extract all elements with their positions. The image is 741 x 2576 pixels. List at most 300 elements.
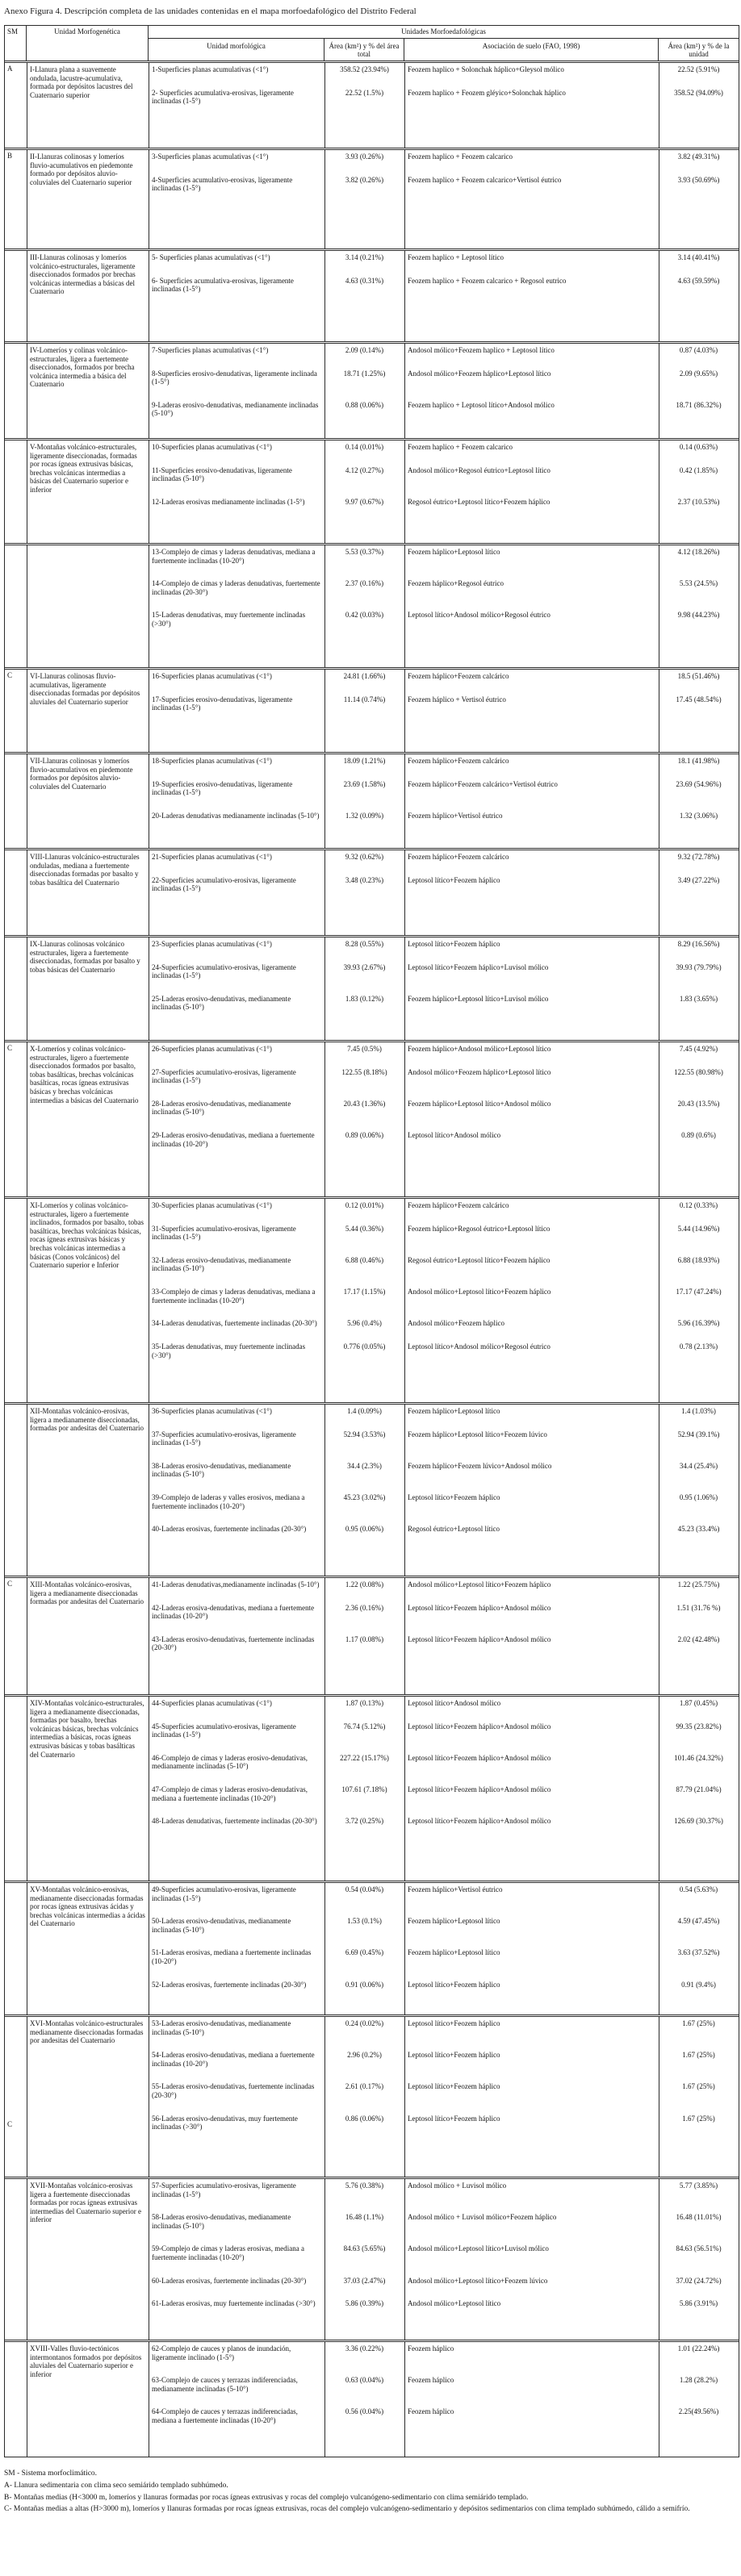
area-total: 0.776 (0.05%)	[343, 1342, 386, 1351]
header-area-unidad: Área (km²) y % de la unidad	[668, 41, 730, 59]
soil-association: Andosol mólico+Leptosol lítico+Feozem lúvico	[408, 2276, 548, 2285]
soil-association: Feozem háplico+Leptosol lítico	[408, 548, 500, 557]
column-divider	[324, 1042, 325, 1196]
morphoedaphic-table	[4, 25, 739, 2457]
soil-association: Feozem háplico+Feozem lúvico+Andosol mólico	[408, 1461, 552, 1470]
soil-association: Feozem haplico + Solonchak háplico+Gleysol mólico	[408, 65, 564, 74]
soil-association: Leptosol lítico+Feozem háplico	[408, 2051, 500, 2060]
morphoedaphic-row	[149, 1604, 739, 1621]
morphoedaphic-row	[149, 940, 739, 949]
column-divider	[404, 1042, 405, 1196]
morphoedaphic-rows	[149, 1883, 739, 2014]
area-total: 23.69 (1.58%)	[343, 779, 386, 788]
morphogenetic-band	[5, 1040, 739, 1196]
area-total: 5.44 (0.36%)	[345, 1224, 384, 1233]
area-unit: 17.45 (48.54%)	[676, 695, 722, 703]
sm-cell	[5, 63, 27, 148]
morphoedaphic-row	[149, 346, 739, 355]
morphological-unit: 12-Laderas erosivas medianamente inclinadas (1-5°)	[152, 497, 305, 506]
area-total: 76.74 (5.12%)	[343, 1722, 386, 1731]
area-total: 2.36 (0.16%)	[345, 1603, 384, 1612]
area-total: 0.86 (0.06%)	[345, 2114, 384, 2123]
column-divider	[404, 63, 405, 148]
soil-association: Feozem háplico+Regosol éutrico+Leptosol lítico	[408, 1224, 551, 1233]
soil-association: Leptosol lítico+Andosol mólico	[408, 1131, 501, 1140]
column-divider	[404, 1405, 405, 1576]
morphoedaphic-row	[149, 2299, 739, 2308]
soil-association: Feozem háplico+Leptosol lítico+Feozem lúvico	[408, 1430, 547, 1438]
area-unit: 0.87 (4.03%)	[679, 346, 718, 355]
soil-association: Feozem háplico+Regosol éutrico	[408, 579, 504, 588]
soil-association: Leptosol lítico+Feozem háplico+Andosol mólico	[408, 1603, 551, 1612]
morphoedaphic-rows	[149, 545, 739, 667]
morphoedaphic-rows	[149, 937, 739, 1040]
morphological-unit: 63-Complejo de cauces y terrazas indiferenciadas, medianamente inclinadas (5-10°)	[152, 2376, 298, 2393]
morphological-unit: 29-Laderas erosivo-denudativas, mediana a fuertemente inclinadas (10-20°)	[152, 1131, 315, 1148]
area-total: 7.45 (0.5%)	[347, 1045, 382, 1054]
soil-association: Leptosol lítico+Andosol mólico	[408, 1699, 501, 1708]
morphoedaphic-rows	[149, 344, 739, 438]
morphoedaphic-row	[149, 2277, 739, 2286]
soil-association: Andosol mólico+Leptosol lítico+Luvisol mólico	[408, 2244, 549, 2253]
morphological-unit: 17-Superficies erosivo-denudativas, ligeramente inclinadas (1-5°)	[152, 695, 293, 712]
sm-cell	[5, 1199, 27, 1402]
morphogenetic-unit: I-Llanura plana a suavemente ondulada, lacustre-acumulativa, formada por depósitos lacustres del Cuaternario superior	[30, 65, 133, 99]
area-total: 358.52 (23.94%)	[340, 65, 389, 74]
area-unit: 22.52 (5.91%)	[677, 65, 720, 74]
area-total: 0.54 (0.04%)	[345, 1885, 384, 1894]
morphological-unit: 62-Complejo de cauces y planos de inundación, ligeramente inclinado (1-5°)	[152, 2344, 291, 2361]
morphological-unit: 32-Laderas erosivo-denudativas, medianamente inclinadas (5-10°)	[152, 1255, 291, 1273]
area-total: 16.48 (1.1%)	[345, 2213, 384, 2222]
area-total: 37.03 (2.47%)	[343, 2276, 386, 2285]
area-unit: 34.4 (25.4%)	[679, 1461, 718, 1470]
morphoedaphic-row	[149, 579, 739, 596]
soil-association: Feozem háplico	[408, 2344, 454, 2353]
area-unit: 3.82 (49.31%)	[677, 152, 720, 161]
soil-association: Feozem háplico+Vertisol éutrico	[408, 811, 503, 820]
morphological-unit: 22-Superficies acumulativo-erosivas, ligeramente inclinadas (1-5°)	[152, 875, 296, 893]
morphogenetic-band	[5, 848, 739, 935]
morphological-unit: 43-Laderas erosivo-denudativas, fuertemente inclinadas (20-30°)	[152, 1635, 315, 1652]
area-total: 3.72 (0.25%)	[345, 1817, 384, 1826]
morphogenetic-unit: VI-Llanuras colinosas fluvio-acumulativas, ligeramente diseccionadas formadas por depósitos aluviales del Cuaternario superior	[30, 672, 140, 706]
column-divider	[324, 344, 325, 438]
morphoedaphic-row	[149, 1699, 739, 1708]
area-unit: 16.48 (11.01%)	[676, 2213, 722, 2222]
morphogenetic-unit: XVI-Montañas volcánico-estructurales medianamente diseccionadas formadas por andesitas del Cuaternario	[30, 2019, 144, 2045]
morphogenetic-unit: XII-Montañas volcánico-erosivas, ligera a medianamente diseccionadas, formadas por andesitas del Cuaternario	[30, 1407, 144, 1433]
morphological-unit: 10-Superficies planas acumulativas (<1°)	[152, 443, 272, 452]
area-unit: 23.69 (54.96%)	[676, 779, 722, 788]
soil-association: Feozem háplico+Leptosol lítico	[408, 1917, 500, 1926]
area-unit: 0.12 (0.33%)	[679, 1201, 718, 1210]
morphological-unit: 54-Laderas erosivo-denudativas, mediana a fuertemente inclinadas (10-20°)	[152, 2051, 315, 2068]
morphological-unit: 37-Superficies acumulativo-erosivas, ligeramente inclinadas (1-5°)	[152, 1430, 296, 1447]
area-unit: 1.22 (25.75%)	[677, 1580, 720, 1589]
soil-association: Leptosol lítico+Feozem háplico+Andosol mólico	[408, 1785, 551, 1794]
morphoedaphic-rows	[149, 1697, 739, 1881]
morphogenetic-unit: X-Lomeríos y colinas volcánico-estructurales, ligero a fuertemente diseccionados formados por basalto, tobas basálticas, brechas volcánicas basálticas, rocas ígneas extrusivas básicas y brechas volcánicas intermedias a básicas del Cuaternario	[30, 1045, 139, 1104]
area-total: 45.23 (3.02%)	[343, 1493, 386, 1502]
morphogenetic-unit: VIII-Llanuras volcánico-estructurales onduladas, mediana a fuertemente diseccionadas formadas por basalto y tobas basáltica del Cuaternario	[30, 853, 140, 887]
soil-association: Feozem háplico+Leptosol lítico	[408, 1948, 500, 1957]
soil-association: Feozem haplico + Leptosol lítico	[408, 253, 504, 262]
sm-letter: C	[7, 1044, 13, 1053]
morphoedaphic-rows	[149, 1405, 739, 1576]
morphoedaphic-row	[149, 1131, 739, 1148]
morphoedaphic-rows	[149, 63, 739, 148]
area-total: 9.32 (0.62%)	[345, 853, 384, 862]
morphological-unit: 48-Laderas denudativas, fuertemente inclinadas (20-30°)	[152, 1817, 317, 1826]
area-total: 24.81 (1.66%)	[343, 672, 386, 681]
morphoedaphic-row	[149, 1817, 739, 1826]
column-divider	[404, 1578, 405, 1694]
morphogenetic-band	[5, 2340, 739, 2457]
area-unit: 0.89 (0.6%)	[681, 1131, 716, 1140]
column-divider	[324, 937, 325, 1040]
morphoedaphic-row	[149, 2115, 739, 2131]
area-total: 1.53 (0.1%)	[347, 1917, 382, 1926]
soil-association: Andosol mólico+Feozem haplico + Leptosol lítico	[408, 346, 555, 355]
column-divider	[324, 1697, 325, 1881]
soil-association: Leptosol lítico+Feozem háplico+Andosol mólico	[408, 1722, 551, 1731]
morphological-unit: 2- Superficies acumulativa-erosivas, ligeramente inclinadas (1-5°)	[152, 88, 294, 106]
morphological-unit: 6- Superficies acumulativa-erosivas, ligeramente inclinadas (1-5°)	[152, 276, 294, 294]
morphoedaphic-rows	[149, 150, 739, 248]
area-total: 107.61 (7.18%)	[341, 1785, 387, 1794]
soil-association: Feozem háplico+Leptosol lítico+Andosol mólico	[408, 1099, 551, 1108]
morphological-unit: 40-Laderas erosivas, fuertemente inclinadas (20-30°)	[152, 1525, 307, 1534]
soil-association: Feozem haplico + Feozem calcarico	[408, 152, 513, 161]
morphogenetic-unit: IV-Lomeríos y colinas volcánico-estructurales, ligera a fuertemente diseccionados, formados por brecha volcánica intermedia a básica del Cuaternario	[30, 346, 135, 389]
area-total: 2.09 (0.14%)	[345, 346, 384, 355]
column-divider	[324, 150, 325, 248]
area-unit: 1.67 (25%)	[682, 2019, 715, 2028]
column-divider	[324, 251, 325, 341]
morphological-unit: 31-Superficies acumulativo-erosivas, ligeramente inclinadas (1-5°)	[152, 1224, 296, 1242]
soil-association: Leptosol lítico+Feozem háplico+Luvisol mólico	[408, 962, 549, 971]
morphoedaphic-row	[149, 1068, 739, 1085]
sm-cell	[5, 670, 27, 752]
morphological-unit: 45-Superficies acumulativo-erosivas, ligeramente inclinadas (1-5°)	[152, 1722, 296, 1739]
column-divider	[404, 2017, 405, 2177]
sm-cell	[5, 1042, 27, 1196]
area-total: 52.94 (3.53%)	[343, 1430, 386, 1438]
morphological-unit: 55-Laderas erosivo-denudativas, fuertemente inclinadas (20-30°)	[152, 2082, 315, 2100]
morphological-unit: 56-Laderas erosivo-denudativas, muy fuertemente inclinadas (>30°)	[152, 2114, 298, 2131]
area-unit: 9.32 (72.78%)	[677, 853, 720, 862]
morphological-unit: 21-Superficies planas acumulativas (<1°)	[152, 853, 272, 862]
morphogenetic-band	[5, 438, 739, 543]
morphoedaphic-row	[149, 89, 739, 106]
soil-association: Andosol mólico+Regosol éutrico+Leptosol lítico	[408, 466, 551, 474]
sm-cell	[5, 2179, 27, 2340]
soil-association: Feozem háplico	[408, 2376, 454, 2385]
morphological-unit: 13-Complejo de cimas y laderas denudativas, mediana a fuertemente inclinadas (10-20°)	[152, 548, 316, 565]
area-unit: 5.86 (3.91%)	[679, 2299, 718, 2308]
sm-letter-continued: C	[7, 2120, 13, 2129]
soil-association: Leptosol lítico+Feozem háplico+Andosol mólico	[408, 1753, 551, 1762]
header-area-total: Área (km²) y % del área total	[324, 39, 404, 61]
figure-title: Anexo Figura 4. Descripción completa de las unidades contenidas en el mapa morfoedafológico del Distrito Federal	[4, 6, 417, 16]
morphogenetic-band	[5, 1196, 739, 1402]
morphoedaphic-rows	[149, 440, 739, 543]
morphoedaphic-row	[149, 2244, 739, 2261]
area-unit: 1.87 (0.45%)	[679, 1699, 718, 1708]
morphoedaphic-row	[149, 1288, 739, 1305]
morphoedaphic-row	[149, 695, 739, 712]
morphogenetic-band	[5, 667, 739, 752]
column-divider	[404, 850, 405, 935]
sm-letter: C	[7, 671, 13, 680]
morphoedaphic-rows	[149, 670, 739, 752]
morphological-unit: 15-Laderas denudativas, muy fuertemente inclinadas (>30°)	[152, 611, 306, 628]
soil-association: Andosol mólico + Luvisol mólico+Feozem háplico	[408, 2213, 557, 2222]
morphoedaphic-row	[149, 1525, 739, 1534]
area-unit: 8.29 (16.56%)	[677, 940, 720, 949]
morphoedaphic-row	[149, 443, 739, 452]
area-unit: 17.17 (47.24%)	[676, 1288, 722, 1296]
sm-letter: A	[7, 65, 13, 73]
morphological-unit: 44-Superficies planas acumulativas (<1°)	[152, 1699, 272, 1708]
morphological-unit: 49-Superficies acumulativo-erosivas, ligeramente inclinadas (1-5°)	[152, 1885, 296, 1902]
column-divider	[404, 670, 405, 752]
area-unit: 0.54 (5.63%)	[679, 1885, 718, 1894]
morphoedaphic-row	[149, 1917, 739, 1934]
morphological-unit: 53-Laderas erosivo-denudativas, medianamente inclinadas (5-10°)	[152, 2019, 291, 2036]
morphological-unit: 14-Complejo de cimas y laderas denudativas, fuertemente inclinadas (20-30°)	[152, 579, 320, 596]
morphoedaphic-row	[149, 1493, 739, 1510]
area-unit: 1.67 (25%)	[682, 2114, 715, 2123]
morphoedaphic-row	[149, 369, 739, 386]
area-total: 3.82 (0.26%)	[345, 175, 384, 184]
morphogenetic-unit	[27, 545, 149, 667]
area-total: 1.87 (0.13%)	[345, 1699, 384, 1708]
area-total: 84.63 (5.65%)	[343, 2244, 386, 2253]
area-total: 3.36 (0.22%)	[345, 2344, 384, 2353]
morphogenetic-band	[5, 148, 739, 248]
area-unit: 9.98 (44.23%)	[677, 611, 720, 620]
morphoedaphic-row	[149, 277, 739, 294]
area-unit: 101.46 (24.32%)	[674, 1753, 723, 1762]
area-unit: 5.44 (14.96%)	[677, 1224, 720, 1233]
column-divider	[404, 545, 405, 667]
morphological-unit: 25-Laderas erosivo-denudativas, medianamente inclinadas (5-10°)	[152, 994, 291, 1012]
area-total: 3.14 (0.21%)	[345, 253, 384, 262]
column-divider	[404, 344, 405, 438]
area-total: 0.91 (0.06%)	[345, 1980, 384, 1989]
soil-association: Andosol mólico+Leptosol lítico+Feozem háplico	[408, 1288, 551, 1296]
area-unit: 1.83 (3.65%)	[679, 994, 718, 1003]
soil-association: Leptosol lítico+Feozem háplico	[408, 1493, 500, 1502]
morphoedaphic-rows	[149, 2179, 739, 2340]
morphogenetic-band	[5, 1402, 739, 1576]
morphological-unit: 51-Laderas erosivas, mediana a fuertemente inclinadas (10-20°)	[152, 1948, 312, 1966]
column-divider	[404, 1199, 405, 1402]
area-total: 0.95 (0.06%)	[345, 1525, 384, 1534]
morphological-unit: 7-Superficies planas acumulativas (<1°)	[152, 346, 269, 355]
area-unit: 18.1 (41.98%)	[677, 757, 720, 766]
column-divider	[404, 2342, 405, 2457]
sm-cell	[5, 754, 27, 848]
area-unit: 18.71 (86.32%)	[676, 400, 722, 409]
morphoedaphic-row	[149, 1948, 739, 1965]
soil-association: Feozem háplico+Feozem calcárico+Vertisol éutrico	[408, 779, 558, 788]
morphological-unit: 18-Superficies planas acumulativas (<1°)	[152, 757, 272, 766]
soil-association: Feozem haplico + Feozem calcarico+Vertisol éutrico	[408, 175, 562, 184]
morphoedaphic-row	[149, 1256, 739, 1273]
soil-association: Regosol éutrico+Leptosol lítico+Feozem háplico	[408, 497, 551, 506]
morphological-unit: 5- Superficies planas acumulativas (<1°)	[152, 253, 270, 262]
morphogenetic-unit: XIV-Montañas volcánico-estructurales, ligera a medianamente diseccionadas, formadas por basalto, brechas volcánicas básicas, brechas volcánics intermedias a básicas, rocas ígneas extrusivas básicas y tobas basálticas del Cuaternario	[30, 1699, 144, 1759]
morphoedaphic-row	[149, 2213, 739, 2230]
area-unit: 4.63 (59.59%)	[677, 276, 720, 285]
column-divider	[324, 1405, 325, 1576]
morphological-unit: 28-Laderas erosivo-denudativas, medianamente inclinadas (5-10°)	[152, 1099, 291, 1117]
morphoedaphic-row	[149, 2019, 739, 2036]
morphological-unit: 9-Laderas erosivo-denudativas, medianamente inclinadas (5-10°)	[152, 400, 319, 418]
area-total: 0.89 (0.06%)	[345, 1131, 384, 1140]
area-unit: 1.67 (25%)	[682, 2051, 715, 2060]
morphoedaphic-row	[149, 253, 739, 262]
morphoedaphic-rows	[149, 1578, 739, 1694]
area-total: 9.97 (0.67%)	[345, 497, 384, 506]
soil-association: Regosol éutrico+Leptosol lítico+Feozem háplico	[408, 1255, 551, 1264]
area-unit: 5.96 (16.39%)	[677, 1319, 720, 1328]
morphological-unit: 58-Laderas erosivo-denudativas, medianamente inclinadas (5-10°)	[152, 2213, 291, 2230]
morphogenetic-unit: XV-Montañas volcánico-erosivas, medianamente diseccionadas formadas por rocas ígneas extrusivas ácidas y brechas volcánicas intermedias a ácidas del Cuaternario	[30, 1885, 145, 1928]
column-divider	[404, 2179, 405, 2340]
soil-association: Feozem háplico+Feozem calcárico	[408, 1201, 509, 1210]
morphogenetic-unit: V-Montañas volcánico-estructurales, ligeramente diseccionadas, formadas por rocas ígneas extrusivas básicas, brechas volcánicas intermedias a básicas del Cuaternario superior e inferior	[30, 443, 137, 495]
morphological-unit: 8-Superficies erosivo-denudativas, ligeramente inclinada (1-5°)	[152, 369, 317, 386]
sm-cell	[5, 850, 27, 935]
morphological-unit: 27-Superficies acumulativo-erosivas, ligeramente inclinadas (1-5°)	[152, 1067, 296, 1085]
morphoedaphic-row	[149, 1885, 739, 1902]
morphogenetic-unit: IX-Llanuras colinosas volcánico estructurales, ligera a fuertemente diseccionadas, formadas por basalto y tobas básicas del Cuaternario	[30, 940, 140, 974]
area-unit: 5.77 (3.85%)	[679, 2181, 718, 2190]
morphogenetic-band	[5, 543, 739, 667]
area-total: 17.17 (1.15%)	[343, 1288, 386, 1296]
morphological-unit: 38-Laderas erosivo-denudativas, medianamente inclinadas (5-10°)	[152, 1461, 291, 1479]
area-unit: 84.63 (56.51%)	[676, 2244, 722, 2253]
area-unit: 52.94 (39.1%)	[677, 1430, 720, 1438]
morphoedaphic-row	[149, 812, 739, 820]
sm-cell	[5, 2342, 27, 2457]
morphoedaphic-row	[149, 963, 739, 980]
area-total: 0.88 (0.06%)	[345, 400, 384, 409]
area-total: 122.55 (8.18%)	[341, 1067, 387, 1076]
area-total: 1.22 (0.08%)	[345, 1580, 384, 1589]
morphological-unit: 34-Laderas denudativas, fuertemente inclinadas (20-30°)	[152, 1319, 317, 1328]
morphoedaphic-row	[149, 176, 739, 193]
area-total: 11.14 (0.74%)	[343, 695, 386, 703]
soil-association: Feozem háplico + Vertisol éutrico	[408, 695, 506, 703]
header-asociacion-suelo: Asociación de suelo (FAO, 1998)	[404, 39, 659, 61]
morphogenetic-band	[5, 2177, 739, 2340]
area-total: 1.32 (0.09%)	[345, 811, 384, 820]
morphoedaphic-row	[149, 2082, 739, 2099]
sm-letter: B	[7, 152, 13, 161]
area-total: 4.12 (0.27%)	[345, 466, 384, 474]
morphological-unit: 59-Complejo de cimas y laderas erosivas, mediana a fuertemente inclinadas (10-20°)	[152, 2244, 304, 2262]
footnote-c: C- Montañas medias a altas (H>3000 m), lomeríos y llanuras formadas por rocas ígneas extrusivas, rocas del complejo vulcanógeno-sedimentario y depósitos sedimentarios con clima templado subhúmedo, cálido a semifrío.	[4, 2505, 690, 2514]
area-unit: 3.63 (37.52%)	[677, 1948, 720, 1957]
area-unit: 20.43 (13.5%)	[677, 1099, 720, 1108]
area-total: 0.56 (0.04%)	[345, 2407, 384, 2416]
morphological-unit: 57-Superficies acumulativo-erosivas, ligeramente inclinadas (1-5°)	[152, 2181, 296, 2198]
area-unit: 4.59 (47.45%)	[677, 1917, 720, 1926]
area-total: 6.88 (0.46%)	[345, 1255, 384, 1264]
area-unit: 0.14 (0.63%)	[679, 443, 718, 452]
morphogenetic-unit: XIII-Montañas volcánico-erosivas, ligera a medianamente diseccionadas formadas por andesitas del Cuaternario	[30, 1580, 144, 1606]
soil-association: Feozem háplico+Feozem calcárico	[408, 672, 509, 681]
column-divider	[324, 850, 325, 935]
sm-cell	[5, 150, 27, 248]
column-divider	[324, 1883, 325, 2014]
table-body	[5, 63, 739, 2457]
footnotes	[4, 2469, 739, 2515]
morphological-unit: 1-Superficies planas acumulativas (<1°)	[152, 65, 269, 74]
morphological-unit: 39-Complejo de laderas y valles erosivos, mediana a fuertemente inclinados (10-20°)	[152, 1493, 305, 1510]
morphological-unit: 4-Superficies acumulativo-erosivas, ligeramente inclinadas (1-5°)	[152, 175, 293, 193]
morphoedaphic-row	[149, 1785, 739, 1802]
area-unit: 2.02 (42.48%)	[677, 1635, 720, 1643]
sm-cell	[5, 1883, 27, 2014]
column-divider	[324, 63, 325, 148]
soil-association: Leptosol lítico+Feozem háplico+Andosol mólico	[408, 1817, 551, 1826]
morphoedaphic-row	[149, 1635, 739, 1652]
area-total: 3.48 (0.23%)	[345, 875, 384, 884]
morphoedaphic-row	[149, 1407, 739, 1416]
morphoedaphic-row	[149, 401, 739, 418]
area-unit: 0.78 (2.13%)	[679, 1342, 718, 1351]
sm-cell	[5, 545, 27, 667]
footnote-sm: SM - Sistema morfoclimático.	[4, 2470, 98, 2478]
area-total: 0.42 (0.03%)	[345, 611, 384, 620]
header-unidades-morfoedafologicas: Unidades Morfoedafológicas	[149, 26, 739, 39]
morphoedaphic-row	[149, 672, 739, 681]
soil-association: Feozem háplico+Leptosol lítico+Luvisol mólico	[408, 994, 549, 1003]
morphogenetic-band	[5, 2014, 739, 2177]
sm-cell	[5, 1578, 27, 1694]
area-unit: 0.95 (1.06%)	[679, 1493, 718, 1502]
column-divider	[324, 545, 325, 667]
soil-association: Feozem haplico + Feozem gléyico+Solonchak háplico	[408, 88, 566, 97]
morphogenetic-unit: III-Llanuras colinosas y lomeríos volcánico-estructurales, ligeramente diseccionados formados por brechas volcánicas intermedias a básicas del Cuaternario	[30, 253, 136, 296]
soil-association: Andosol mólico+Feozem háplico+Leptosol lítico	[408, 369, 551, 378]
header-unidad-morfogenetica: Unidad Morfogenética	[27, 26, 149, 61]
area-total: 5.86 (0.39%)	[345, 2299, 384, 2308]
morphological-unit: 20-Laderas denudativas medianamente inclinadas (5-10°)	[152, 811, 320, 820]
area-total: 18.71 (1.25%)	[343, 369, 386, 378]
morphogenetic-unit: XVIII-Valles fluvio-tectónicos intermontanos formados por depósitos aluviales del Cuaternario superior e inferior	[30, 2344, 142, 2378]
column-divider	[404, 150, 405, 248]
area-unit: 3.14 (40.41%)	[677, 253, 720, 262]
area-total: 5.53 (0.37%)	[345, 548, 384, 557]
morphoedaphic-rows	[149, 850, 739, 935]
morphoedaphic-row	[149, 2051, 739, 2068]
soil-association: Feozem háplico+Andosol mólico+Leptosol lítico	[408, 1045, 551, 1054]
soil-association: Leptosol lítico+Feozem háplico	[408, 940, 500, 949]
morphoedaphic-row	[149, 65, 739, 74]
morphoedaphic-row	[149, 1462, 739, 1479]
soil-association: Feozem háplico+Feozem calcárico	[408, 757, 509, 766]
morphoedaphic-row	[149, 1981, 739, 1989]
soil-association: Andosol mólico+Feozem háplico+Leptosol lítico	[408, 1067, 551, 1076]
area-unit: 1.51 (31.76 %)	[676, 1603, 721, 1612]
